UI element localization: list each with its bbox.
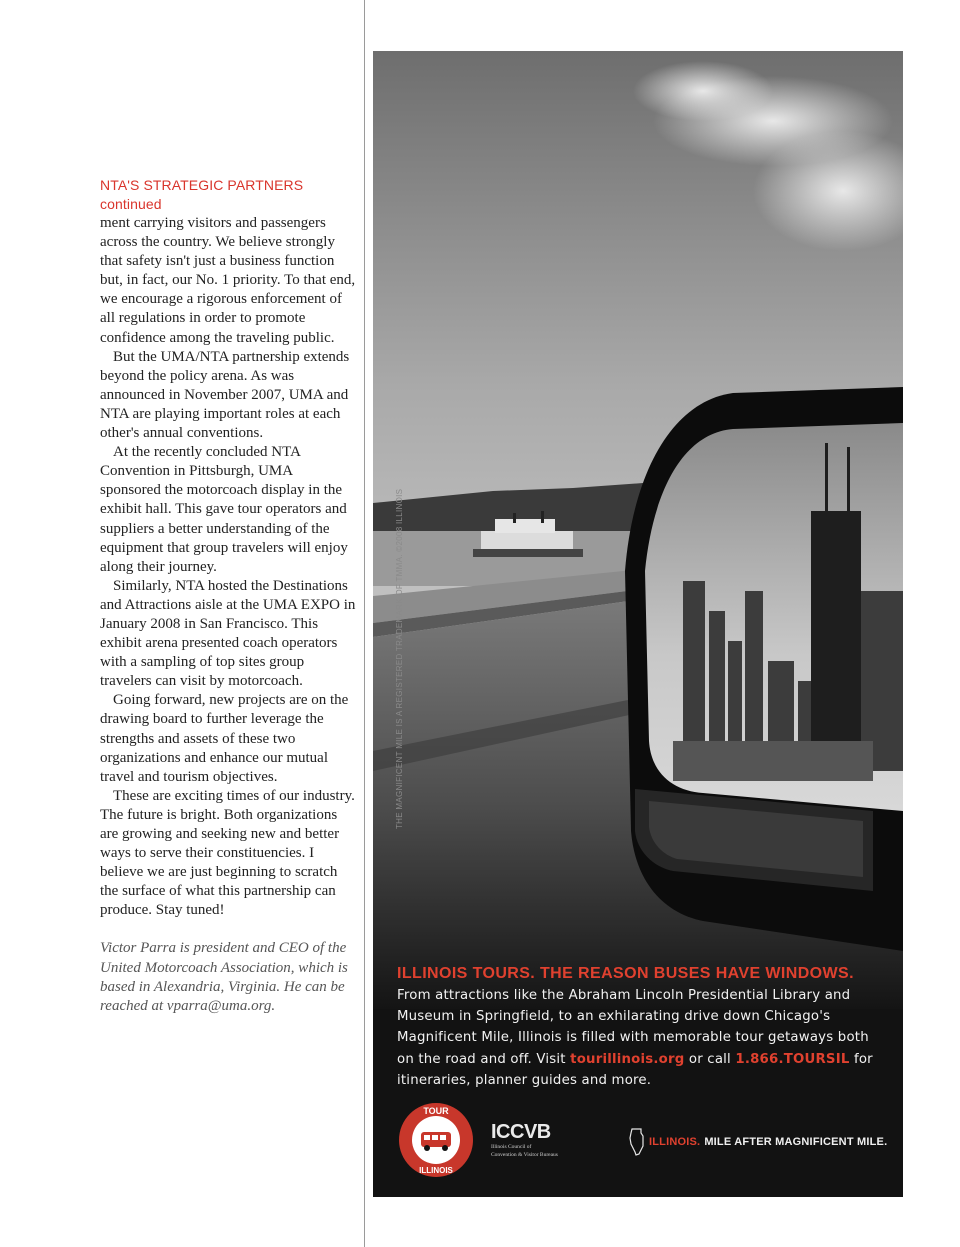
ad-copy-call: or call <box>684 1051 736 1067</box>
iccvb-line-1: Illinois Council of <box>491 1144 532 1150</box>
ad-logo-row <box>397 1101 887 1181</box>
section-kicker: NTA'S STRATEGIC PARTNERS <box>100 177 304 193</box>
tour-illinois-seal-icon <box>397 1101 475 1179</box>
article-body <box>100 214 356 920</box>
article-paragraph: But the UMA/NTA partnership extends beyond the policy arena. As was announced in November 2007, UMA and NTA are playing important roles at each other's annual conventions. <box>100 348 350 442</box>
seal-bottom-text: ILLINOIS <box>419 1166 453 1175</box>
ad-copy <box>397 985 887 1091</box>
ad-copy-intro: From attractions like the Abraham Lincoln Presidential Library and Museum in Springfield, to an exhilarating drive down Chicago's Magnificent Mile, Illinois is filled with memorable tour getaways both on the road and off. Visit <box>397 988 869 1067</box>
ad-headline: ILLINOIS TOURS. THE REASON BUSES HAVE WINDOWS. <box>397 965 854 982</box>
section-kicker-continued: continued <box>100 196 162 212</box>
article-paragraph: Going forward, new projects are on the drawing board to further leverage the strengths and assets of these two organizations and enhance our mutual travel and tourism objectives. <box>100 692 349 785</box>
illinois-tours-advertisement <box>373 51 903 1197</box>
seal-top-text: TOUR <box>423 1106 449 1116</box>
article-paragraph: At the recently concluded NTA Convention in Pittsburgh, UMA sponsored the motorcoach display in the exhibit hall. This gave tour operators and suppliers a better understanding of the equipment that group travelers will enjoy along their journey. <box>100 444 348 575</box>
phone-number: 1.866.TOURSIL <box>735 1051 850 1067</box>
trademark-credit: THE MAGNIFICENT MILE IS A REGISTERED TRADEMARK OF TMMA. ©2008 ILLINOIS <box>395 488 404 829</box>
ad-copy-closing: for itineraries, planner guides and more. <box>397 1051 873 1088</box>
ad-text-block <box>397 963 887 1091</box>
illinois-state-outline-icon <box>629 1128 645 1156</box>
tagline-text: MILE AFTER MAGNIFICENT MILE. <box>704 1136 888 1148</box>
article-paragraph: Similarly, NTA hosted the Destinations and Attractions aisle at the UMA EXPO in January 2008 in San Francisco. This exhibit arena presented coach operators with a sampling of top sites group travelers can visit by motorcoach. <box>100 577 356 690</box>
iccvb-mark: ICCVB <box>491 1121 551 1143</box>
column-divider <box>364 0 365 1247</box>
article-paragraph: ment carrying visitors and passengers across the country. We believe strongly that safety isn't just a business function but, in fact, our No. 1 priority. To that end, we encourage a rigorous enforcement of all regulations in order to promote confidence among the traveling public. <box>100 215 356 346</box>
illinois-tagline <box>629 1127 887 1157</box>
article-column <box>100 176 356 1017</box>
website-link[interactable]: tourillinois.org <box>570 1051 685 1067</box>
iccvb-line-2: Convention & Visitor Bureaus <box>491 1151 558 1158</box>
iccvb-logo <box>491 1121 581 1157</box>
tagline-brand: ILLINOIS. <box>649 1136 701 1148</box>
article-paragraph: These are exciting times of our industry. The future is bright. Both organizations are growing and seeking new and better ways to serve their constituencies. I believe we are just beginning to scratch the surface of what this partnership can produce. Stay tuned! <box>100 787 355 919</box>
side-mirror-photo <box>373 51 903 1009</box>
author-byline: Victor Parra is president and CEO of the United Motorcoach Association, which is based in Alexandria, Virginia. He can be reached at vparra@uma.org. <box>100 940 348 1015</box>
